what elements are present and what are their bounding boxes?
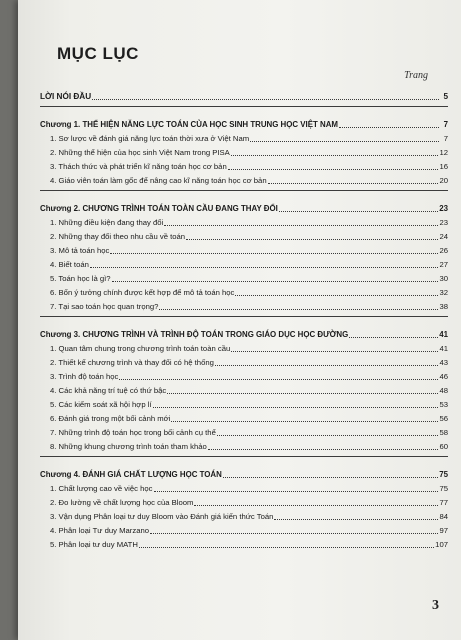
toc-item-page: 23 xyxy=(439,218,448,227)
chapter-heading xyxy=(40,114,448,130)
chapter-title: Chương 2. CHƯƠNG TRÌNH TOÁN TOÀN CẦU ĐANG THAY ĐỔI xyxy=(40,204,278,213)
dot-leader xyxy=(150,532,438,534)
toc-item-label: 8. Những khung chương trình toán tham khảo xyxy=(50,442,207,451)
chapter-heading xyxy=(40,198,448,214)
section-divider xyxy=(40,106,448,107)
toc-item xyxy=(40,130,448,144)
chapter-page: 7 xyxy=(443,120,448,129)
toc-item-label: 3. Trình độ toán học xyxy=(50,372,119,381)
toc-item-page: 7 xyxy=(443,134,448,143)
dot-leader xyxy=(215,364,439,366)
toc-item-page: 48 xyxy=(439,386,448,395)
toc-item-label: 4. Phân loại Tư duy Marzano xyxy=(50,526,150,535)
dot-leader xyxy=(171,420,438,422)
toc-chapter-1 xyxy=(40,114,448,186)
dot-leader xyxy=(167,392,438,394)
dot-leader xyxy=(339,126,439,128)
dot-leader xyxy=(119,378,438,380)
toc-item xyxy=(40,144,448,158)
toc-item-label: 5. Phân loại tư duy MATH xyxy=(50,540,138,549)
chapter-heading xyxy=(40,464,448,480)
toc-item-page: 46 xyxy=(439,372,448,381)
toc-item-page: 41 xyxy=(439,344,448,353)
dot-leader xyxy=(90,266,439,268)
toc-item xyxy=(40,270,448,284)
chapter-title: Chương 4. ĐÁNH GIÁ CHẤT LƯỢNG HỌC TOÁN xyxy=(40,470,222,479)
page-column-label: Trang xyxy=(404,70,428,81)
toc-item-label: 2. Những thay đổi theo nhu cầu về toán xyxy=(50,232,186,241)
toc-chapter-2 xyxy=(40,198,448,312)
dot-leader xyxy=(164,224,438,226)
toc-item-label: 3. Vận dụng Phân loại tư duy Bloom vào Đánh giá kiến thức Toán xyxy=(50,512,274,521)
toc-item-label: 7. Tại sao toán học quan trọng? xyxy=(50,302,159,311)
section-divider xyxy=(40,316,448,317)
toc-item-label: 3. Thách thức và phát triển kĩ năng toán học cơ bản xyxy=(50,162,227,171)
dot-leader xyxy=(228,168,439,170)
toc-item-label: 3. Mô tả toán học xyxy=(50,246,110,255)
toc-item-page: 24 xyxy=(439,232,448,241)
chapter-title: Chương 1. THỂ HIỆN NĂNG LỰC TOÁN CỦA HỌC SINH TRUNG HỌC VIỆT NAM xyxy=(40,120,338,129)
chapter-title: Chương 3. CHƯƠNG TRÌNH VÀ TRÌNH ĐỘ TOÁN TRONG GIÁO DỤC HỌC ĐƯỜNG xyxy=(40,330,349,339)
toc-item xyxy=(40,368,448,382)
toc-item-page: 27 xyxy=(439,260,448,269)
toc-item-page: 77 xyxy=(439,498,448,507)
toc-item-page: 16 xyxy=(439,162,448,171)
toc-item-label: 4. Biết toán xyxy=(50,260,89,269)
chapter-page: 75 xyxy=(439,470,448,479)
toc-item-label: 5. Các kiểm soát xã hội hợp lí xyxy=(50,400,152,409)
toc-item-page: 58 xyxy=(439,428,448,437)
dot-leader xyxy=(186,238,438,240)
toc-item xyxy=(40,242,448,256)
dot-leader xyxy=(139,546,434,548)
toc-item xyxy=(40,228,448,242)
toc-item xyxy=(40,158,448,172)
toc-item-page: 84 xyxy=(439,512,448,521)
toc-item-page: 12 xyxy=(439,148,448,157)
toc-front-matter xyxy=(40,86,448,102)
chapter-page: 41 xyxy=(439,330,448,339)
dot-leader xyxy=(274,518,438,520)
toc-entry-label: LỜI NÓI ĐẦU xyxy=(40,92,92,101)
dot-leader xyxy=(231,350,438,352)
dot-leader xyxy=(349,336,438,338)
toc-item xyxy=(40,424,448,438)
toc-item-label: 4. Các khả năng trí tuệ có thứ bậc xyxy=(50,386,167,395)
toc-chapter-3 xyxy=(40,324,448,452)
page-title: MỤC LỤC xyxy=(57,44,139,63)
dot-leader xyxy=(112,280,439,282)
toc-item-page: 30 xyxy=(439,274,448,283)
toc-item-page: 97 xyxy=(439,526,448,535)
table-of-contents xyxy=(40,86,448,550)
dot-leader xyxy=(231,154,439,156)
toc-item-label: 2. Thiết kế chương trình và thay đổi có hệ thống xyxy=(50,358,214,367)
dot-leader xyxy=(279,210,438,212)
toc-chapter-4 xyxy=(40,464,448,550)
toc-item xyxy=(40,396,448,410)
page-number: 3 xyxy=(432,598,439,613)
dot-leader xyxy=(92,98,439,100)
toc-item-label: 1. Chất lượng cao về việc học xyxy=(50,484,153,493)
toc-item-label: 6. Đánh giá trong một bối cảnh mới xyxy=(50,414,171,423)
toc-item xyxy=(40,410,448,424)
toc-item xyxy=(40,438,448,452)
dot-leader xyxy=(110,252,438,254)
dot-leader xyxy=(194,504,438,506)
dot-leader xyxy=(153,406,439,408)
dot-leader xyxy=(159,308,438,310)
toc-item-page: 20 xyxy=(439,176,448,185)
toc-item xyxy=(40,494,448,508)
dot-leader xyxy=(208,448,439,450)
dot-leader xyxy=(235,294,438,296)
dot-leader xyxy=(217,434,439,436)
chapter-heading xyxy=(40,324,448,340)
chapter-page: 23 xyxy=(439,204,448,213)
toc-item xyxy=(40,508,448,522)
dot-leader xyxy=(154,490,439,492)
bleed-through-text xyxy=(307,4,457,40)
toc-item xyxy=(40,354,448,368)
toc-item-page: 75 xyxy=(439,484,448,493)
toc-item xyxy=(40,480,448,494)
section-divider xyxy=(40,456,448,457)
book-page xyxy=(18,0,461,640)
toc-item-label: 1. Những điều kiện đang thay đổi xyxy=(50,218,164,227)
toc-item xyxy=(40,172,448,186)
toc-item-label: 2. Đo lường về chất lượng học của Bloom xyxy=(50,498,194,507)
dot-leader xyxy=(250,140,439,142)
toc-item-page: 53 xyxy=(439,400,448,409)
section-divider xyxy=(40,190,448,191)
toc-item-label: 2. Những thể hiện của học sinh Việt Nam trong PISA xyxy=(50,148,230,157)
toc-item-label: 6. Bốn ý tưởng chính được kết hợp để mô tả toán học xyxy=(50,288,235,297)
toc-item xyxy=(40,256,448,270)
toc-item-label: 5. Toán học là gì? xyxy=(50,274,111,283)
toc-item xyxy=(40,284,448,298)
toc-item-label: 7. Những trình độ toán học trong bối cảnh cụ thể xyxy=(50,428,216,437)
toc-item xyxy=(40,298,448,312)
toc-item-page: 107 xyxy=(435,540,448,549)
toc-item xyxy=(40,214,448,228)
toc-item-page: 43 xyxy=(439,358,448,367)
dot-leader xyxy=(268,182,439,184)
toc-item-label: 1. Quan tâm chung trong chương trình toán toàn cầu xyxy=(50,344,231,353)
toc-item xyxy=(40,382,448,396)
toc-entry-page: 5 xyxy=(443,92,448,101)
toc-item-page: 26 xyxy=(439,246,448,255)
toc-item xyxy=(40,340,448,354)
toc-item-page: 60 xyxy=(439,442,448,451)
toc-item-page: 38 xyxy=(439,302,448,311)
toc-item-page: 32 xyxy=(439,288,448,297)
toc-item xyxy=(40,522,448,536)
toc-item-label: 1. Sơ lược về đánh giá năng lực toán thời xưa ở Việt Nam xyxy=(50,134,250,143)
toc-item xyxy=(40,536,448,550)
toc-item-page: 56 xyxy=(439,414,448,423)
toc-item-label: 4. Giáo viên toán làm gốc để nâng cao kĩ năng toán học cơ bản xyxy=(50,176,267,185)
dot-leader xyxy=(223,476,438,478)
